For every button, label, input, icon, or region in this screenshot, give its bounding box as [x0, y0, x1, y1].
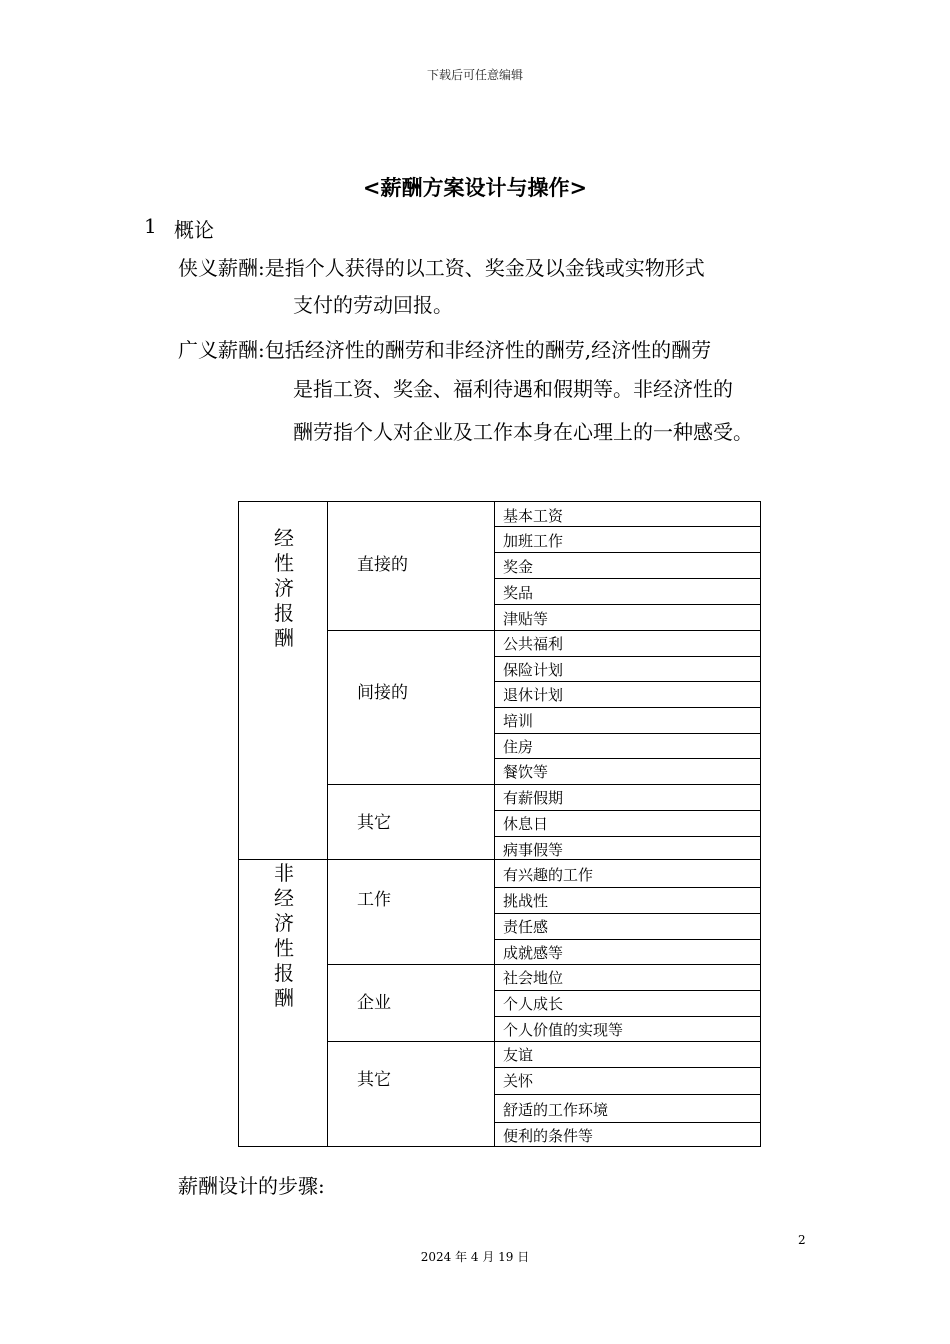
table-item: 奖金 — [503, 558, 534, 576]
subgroup-label-other-non-economic: 其它 — [357, 1070, 391, 1090]
table-item: 个人成长 — [503, 995, 564, 1013]
broad-definition-line-3: 酬劳指个人对企业及工作本身在心理上的一种感受。 — [293, 420, 753, 444]
table-item: 公共福利 — [503, 635, 564, 653]
table-item: 有薪假期 — [503, 789, 564, 807]
steps-heading: 薪酬设计的步骤: — [178, 1174, 325, 1198]
broad-definition-line-1: 广义薪酬:包括经济性的酬劳和非经济性的酬劳,经济性的酬劳 — [178, 338, 712, 362]
table-item: 责任感 — [503, 918, 549, 936]
table-item: 住房 — [503, 738, 534, 756]
table-item: 病事假等 — [503, 841, 564, 859]
table-item: 便利的条件等 — [503, 1127, 594, 1145]
table-item: 津贴等 — [503, 610, 549, 628]
narrow-definition-line-1: 侠义薪酬:是指个人获得的以工资、奖金及以金钱或实物形式 — [178, 256, 705, 280]
narrow-definition-line-2: 支付的劳动回报。 — [293, 293, 453, 317]
compensation-table — [238, 501, 761, 1147]
subgroup-label-other: 其它 — [357, 813, 391, 833]
table-item: 成就感等 — [503, 944, 564, 962]
section-number: 1 — [144, 214, 157, 238]
table-item: 关怀 — [503, 1072, 534, 1090]
document-title: <薪酬方案设计与操作> — [362, 175, 588, 200]
table-item: 保险计划 — [503, 661, 564, 679]
table-item: 社会地位 — [503, 969, 564, 987]
header-note: 下载后可任意编辑 — [426, 68, 523, 82]
subgroup-label-direct: 直接的 — [357, 555, 408, 575]
subgroup-label-work: 工作 — [357, 890, 391, 910]
table-item: 餐饮等 — [503, 763, 549, 781]
footer-date: 2024 年 4 月 19 日 — [420, 1250, 530, 1264]
group-label-non-economic: 非 经 济 性 报 酬 — [274, 861, 294, 1010]
group-label-economic: 经 性 济 报 酬 — [274, 526, 294, 650]
subgroup-label-indirect: 间接的 — [357, 683, 408, 703]
table-item: 舒适的工作环境 — [503, 1101, 609, 1119]
broad-definition-line-2: 是指工资、奖金、福利待遇和假期等。非经济性的 — [293, 377, 733, 401]
table-item: 加班工作 — [503, 532, 564, 550]
table-item: 有兴趣的工作 — [503, 866, 594, 884]
page-number: 2 — [798, 1233, 806, 1247]
table-item: 基本工资 — [503, 507, 564, 525]
table-item: 挑战性 — [503, 892, 549, 910]
table-item: 退休计划 — [503, 686, 564, 704]
subgroup-label-enterprise: 企业 — [357, 993, 391, 1013]
table-item: 个人价值的实现等 — [503, 1021, 624, 1039]
table-item: 奖品 — [503, 584, 534, 602]
section-title: 概论 — [174, 218, 214, 242]
table-item: 培训 — [503, 712, 534, 730]
table-item: 友谊 — [503, 1046, 534, 1064]
table-item: 休息日 — [503, 815, 549, 833]
